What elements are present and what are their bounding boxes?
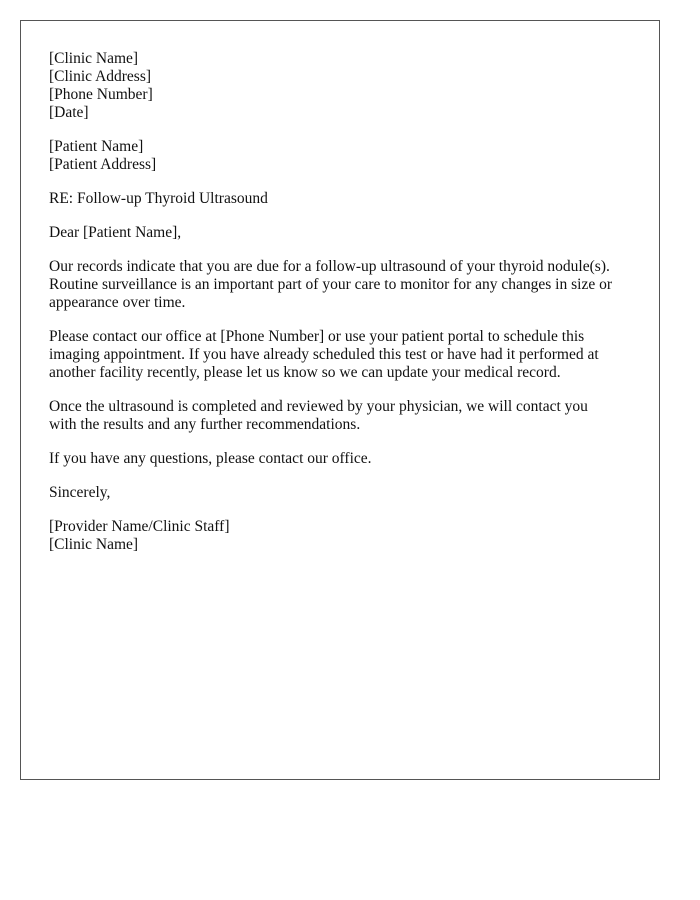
paragraph-line: imaging appointment. If you have already scheduled this test or have had it performed at	[49, 346, 599, 363]
clinic-name: [Clinic Name]	[49, 50, 139, 67]
subject-line	[49, 190, 639, 208]
paragraph-line: Our records indicate that you are due for a follow-up ultrasound of your thyroid nodule(s).	[49, 258, 610, 275]
paragraph-line: with the results and any further recommendations.	[49, 416, 361, 433]
signature-clinic-name: [Clinic Name]	[49, 536, 139, 553]
closing	[49, 484, 639, 502]
body-paragraph-1	[49, 258, 639, 312]
body-paragraph-2	[49, 328, 639, 382]
letter-page	[20, 20, 660, 780]
patient-address: [Patient Address]	[49, 156, 157, 173]
clinic-phone-number: [Phone Number]	[49, 86, 153, 103]
letter-date: [Date]	[49, 104, 89, 121]
patient-name: [Patient Name]	[49, 138, 144, 155]
letter-content	[49, 50, 639, 570]
paragraph-line: If you have any questions, please contact our office.	[49, 450, 372, 467]
signature-provider: [Provider Name/Clinic Staff]	[49, 518, 230, 535]
signature-block	[49, 518, 639, 554]
clinic-header	[49, 50, 639, 122]
paragraph-line: Once the ultrasound is completed and reviewed by your physician, we will contact you	[49, 398, 588, 415]
patient-address-block	[49, 138, 639, 174]
subject-text: RE: Follow-up Thyroid Ultrasound	[49, 190, 268, 207]
body-paragraph-4	[49, 450, 639, 468]
paragraph-line: Please contact our office at [Phone Number] or use your patient portal to schedule this	[49, 328, 585, 345]
body-paragraph-3	[49, 398, 639, 434]
paragraph-line: appearance over time.	[49, 294, 186, 311]
paragraph-line: another facility recently, please let us know so we can update your medical record.	[49, 364, 561, 381]
closing-text: Sincerely,	[49, 484, 111, 501]
salutation	[49, 224, 639, 242]
paragraph-line: Routine surveillance is an important part of your care to monitor for any changes in size or	[49, 276, 612, 293]
salutation-text: Dear [Patient Name],	[49, 224, 182, 241]
clinic-address: [Clinic Address]	[49, 68, 152, 85]
